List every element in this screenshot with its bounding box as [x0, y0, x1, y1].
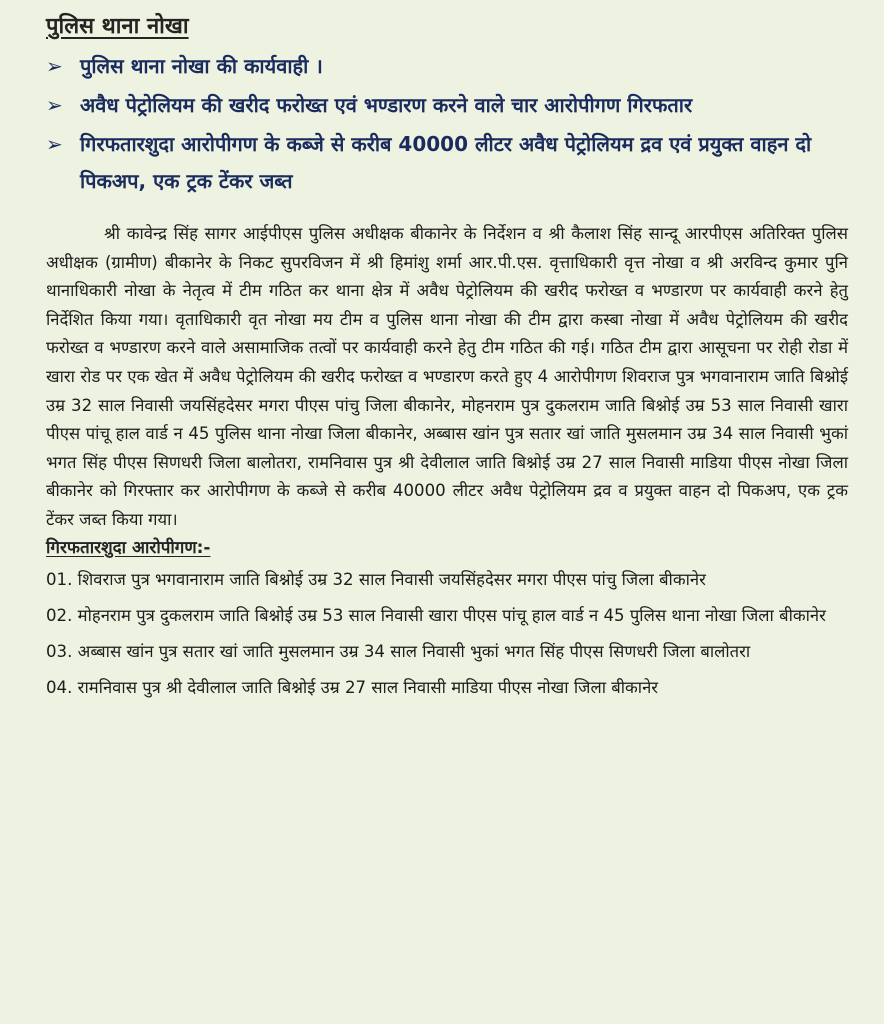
accused-item: 01. शिवराज पुत्र भगवानाराम जाति बिश्नोई उम्र 32 साल निवासी जयसिंहदेसर मगरा पीएस पांचु जिला बीकानेर: [46, 569, 706, 589]
highlight-text: अवैध पेट्रोलियम की खरीद फरोख्त एवं भण्डारण करने वाले चार आरोपीगण गिरफतार: [80, 93, 693, 117]
accused-list: [46, 564, 848, 703]
body-paragraph: श्री कावेन्द्र सिंह सागर आईपीएस पुलिस अधीक्षक बीकानेर के निर्देशन व श्री कैलाश सिंह सान्दू आरपीएस अतिरिक्त पुलिस अधीक्षक (ग्रामीण) बीकानेर के निकट सुपरविजन में श्री हिमांशु शर्मा आर.पी.एस. वृत्ताधिकारी वृत्त नोखा व श्री अरविन्द कुमार पुनि थानाधिकारी नोखा के नेतृत्व में टीम गठित कर थाना क्षेत्र में अवैध पेट्रोलियम की खरीद फरोख्त व भण्डारण पर कार्यवाही करने हेतु निर्देशित किया गया। वृताधिकारी वृत नोखा मय टीम व पुलिस थाना नोखा की टीम द्वारा कस्बा नोखा में अवैध पेट्रोलियम की खरीद फरोख्त व भण्डारण करने वाले असामाजिक तत्वों पर कार्यवाही करने हेतु टीम गठित की गई। गठित टीम द्वारा आसूचना पर रोही रोडा में खारा रोड पर एक खेत में अवैध पेट्रोलियम की खरीद फरोख्त व भण्डारण करते हुए 4 आरोपीगण शिवराज पुत्र भगवानाराम जाति बिश्नोई उम्र 32 साल निवासी जयसिंहदेसर मगरा पीएस पांचु जिला बीकानेर, मोहनराम पुत्र दुकलराम जाति बिश्नोई उम्र 53 साल निवासी खारा पीएस पांचू हाल वार्ड न 45 पुलिस थाना नोखा जिला बीकानेर, अब्बास खांन पुत्र सतार खां जाति मुसलमान उम्र 34 साल निवासी भुकां भगत सिंह पीएस सिणधरी जिला बालोतरा, रामनिवास पुत्र श्री देवीलाल जाति बिश्नोई उम्र 27 साल निवासी माडिया पीएस नोखा जिला बीकानेर को गिरफ्तार कर आरोपीगण के कब्जे से करीब 40000 लीटर अवैध पेट्रोलियम द्रव व प्रयुक्त वाहन दो पिकअप, एक ट्रक टेंकर जब्त किया गया।: [46, 224, 848, 529]
arrow-bullet-icon: ➢: [46, 54, 63, 78]
highlights-list: [46, 48, 848, 200]
highlight-text: पुलिस थाना नोखा की कार्यवाही ।: [80, 54, 323, 78]
accused-item: 04. रामनिवास पुत्र श्री देवीलाल जाति बिश्नोई उम्र 27 साल निवासी माडिया पीएस नोखा जिला बीकानेर: [46, 677, 659, 697]
highlight-item: [46, 126, 848, 200]
arrow-bullet-icon: ➢: [46, 93, 63, 117]
arrow-bullet-icon: ➢: [46, 132, 63, 156]
accused-item: 02. मोहनराम पुत्र दुकलराम जाति बिश्नोई उम्र 53 साल निवासी खारा पीएस पांचू हाल वार्ड न 45 पुलिस थाना नोखा जिला बीकानेर: [46, 605, 826, 625]
page-title: पुलिस थाना नोखा: [46, 14, 189, 39]
highlight-text: गिरफतारशुदा आरोपीगण के कब्जे से करीब 40000 लीटर अवैध पेट्रोलियम द्रव एवं प्रयुक्त वाहन दो पिकअप, एक ट्रक टेंकर जब्त: [80, 132, 812, 193]
highlight-item: [46, 48, 848, 85]
accused-heading: गिरफतारशुदा आरोपीगण:-: [46, 537, 211, 558]
accused-item: 03. अब्बास खांन पुत्र सतार खां जाति मुसलमान उम्र 34 साल निवासी भुकां भगत सिंह पीएस सिणधरी जिला बालोतरा: [46, 641, 751, 661]
highlight-item: [46, 87, 848, 124]
